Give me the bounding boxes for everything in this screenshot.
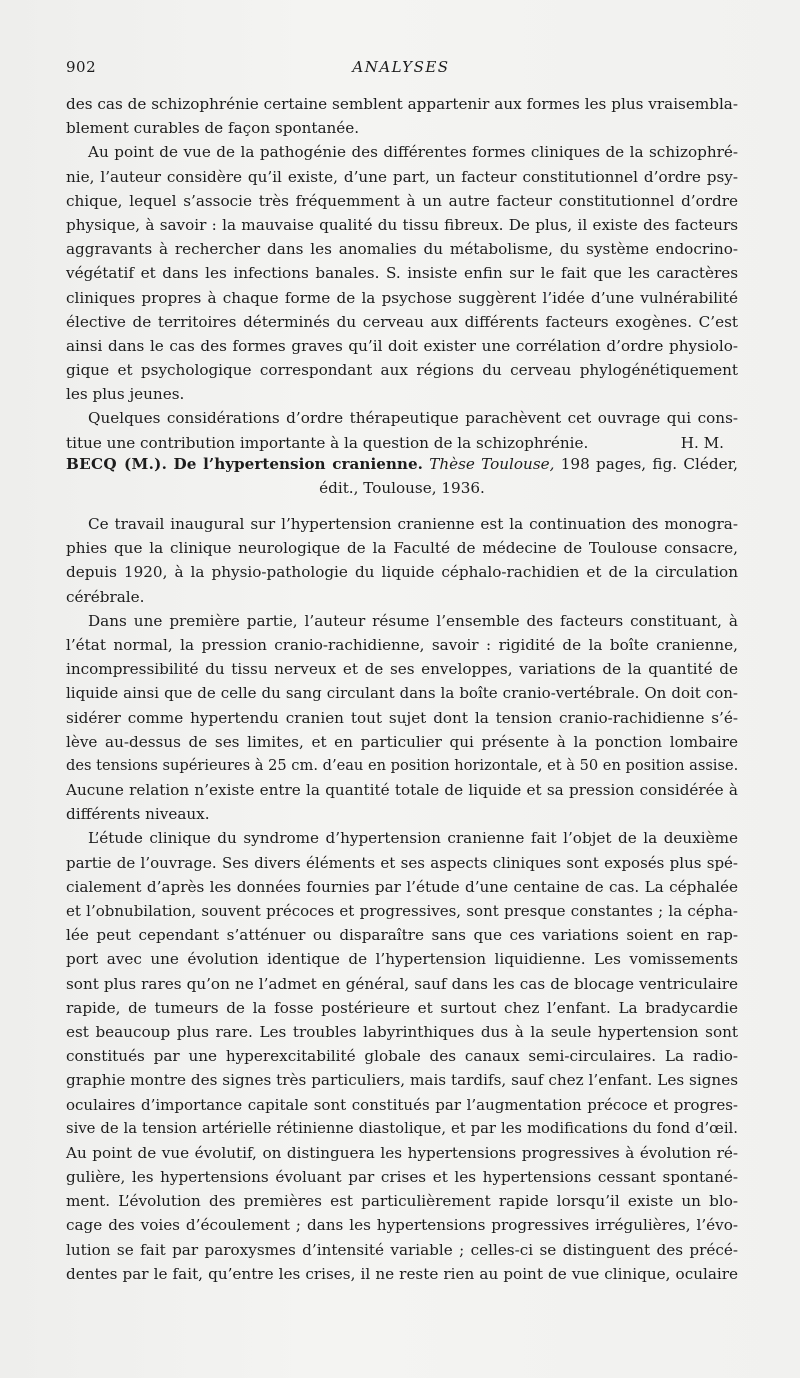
entry-title: De l’hypertension cranienne. bbox=[173, 455, 423, 473]
text-line: rapide, de tumeurs de la fosse postérieure et surtout chez l’enfant. La bradycardie bbox=[66, 998, 738, 1017]
page-number: 902 bbox=[66, 58, 97, 76]
text-line: ainsi dans le cas des formes graves qu’il doit exister une corrélation d’ordre physiolo- bbox=[66, 336, 738, 355]
review-2-body bbox=[66, 512, 738, 1286]
text-line: physique, à savoir : la mauvaise qualité du tissu fibreux. De plus, il existe des facteurs bbox=[66, 215, 738, 234]
text-line: et l’obnubilation, souvent précoces et progressives, sont presque constantes ; la cépha- bbox=[66, 902, 738, 920]
text-line: depuis 1920, à la physio-pathologie du liquide céphalo-rachidien et de la circulation bbox=[66, 563, 738, 582]
page-header bbox=[66, 58, 736, 80]
text-line: cliniques propres à chaque forme de la psychose suggèrent l’idée d’une vulnérabilité bbox=[66, 288, 738, 307]
entry-publisher: édit., Toulouse, 1936. bbox=[319, 479, 485, 498]
text-line: lution se fait par paroxysmes d’intensité variable ; celles-ci se distinguent des précé- bbox=[66, 1240, 738, 1259]
running-title: ANALYSES bbox=[352, 58, 450, 76]
text-line: chique, lequel s’associe très fréquemment à un autre facteur constitutionnel d’ordre bbox=[66, 191, 738, 210]
text-line: blement curables de façon spontanée. bbox=[66, 119, 360, 138]
text-line: Au point de vue de la pathogénie des différentes formes cliniques de la schizophré- bbox=[88, 143, 738, 162]
text-line: partie de l’ouvrage. Ses divers éléments et ses aspects cliniques sont exposés plus spé- bbox=[66, 853, 738, 872]
text-line: lée peut cependant s’atténuer ou disparaître sans que ces variations soient en rap- bbox=[66, 926, 738, 945]
text-line: sive de la tension artérielle rétinienne diastolique, et par les modifications du fond d’œil. bbox=[66, 1119, 738, 1137]
review-2 bbox=[66, 452, 738, 500]
text-line: aggravants à rechercher dans les anomalies du métabolisme, du système endocrino- bbox=[66, 240, 738, 259]
text-line: végétatif et dans les infections banales. S. insiste enfin sur le fait que les caractères bbox=[66, 264, 738, 283]
text-line: ment. L’évolution des premières est particulièrement rapide lorsqu’il existe un blo- bbox=[66, 1192, 738, 1211]
text-line: cérébrale. bbox=[66, 587, 145, 606]
text-line: phies que la clinique neurologique de la Faculté de médecine de Toulouse consacre, bbox=[66, 539, 738, 558]
text-line: les plus jeunes. bbox=[66, 385, 185, 404]
text-line: constitués par une hyperexcitabilité globale des canaux semi-circulaires. La radio- bbox=[66, 1047, 738, 1066]
text-line: liquide ainsi que de celle du sang circulant dans la boîte cranio-vertébrale. On doit con- bbox=[66, 684, 738, 703]
text-line: graphie montre des signes très particuliers, mais tardifs, sauf chez l’enfant. Les signes bbox=[66, 1071, 738, 1090]
text-line: l’état normal, la pression cranio-rachidienne, savoir : rigidité de la boîte cranienne, bbox=[66, 635, 738, 654]
entry-heading bbox=[66, 452, 738, 476]
text-line: différents niveaux. bbox=[66, 805, 210, 824]
text-line: L’étude clinique du syndrome d’hypertension cranienne fait l’objet de la deuxième bbox=[88, 829, 738, 848]
entry-author: BECQ (M.). bbox=[66, 455, 168, 473]
text-line: sidérer comme hypertendu cranien tout sujet dont la tension cranio-rachidienne s’é- bbox=[66, 708, 738, 727]
entry-details: 198 pages, fig. Cléder, bbox=[560, 455, 738, 473]
text-line: nie, l’auteur considère qu’il existe, d’une part, un facteur constitutionnel d’ordre psy- bbox=[66, 167, 738, 186]
text-line: Aucune relation n’existe entre la quantité totale de liquide et sa pression considérée à bbox=[66, 781, 738, 800]
text-line: des cas de schizophrénie certaine semblent appartenir aux formes les plus vraisembla- bbox=[66, 95, 738, 113]
text-line: lève au-dessus de ses limites, et en particulier qui présente à la ponction lombaire bbox=[66, 732, 738, 751]
text-line: port avec une évolution identique de l’hypertension liquidienne. Les vomissements bbox=[66, 950, 738, 969]
text-line: incompressibilité du tissu nerveux et de ses enveloppes, variations de la quantité de bbox=[66, 660, 738, 679]
text-line: dentes par le fait, qu’entre les crises, il ne reste rien au point de vue clinique, oculaire bbox=[66, 1264, 738, 1283]
text-line: Dans une première partie, l’auteur résume l’ensemble des facteurs constituant, à bbox=[88, 611, 738, 630]
text-line: titue une contribution importante à la question de la schizophrénie. bbox=[66, 433, 589, 452]
text-line: est beaucoup plus rare. Les troubles labyrinthiques dus à la seule hypertension sont bbox=[66, 1022, 738, 1041]
text-line: des tensions supérieures à 25 cm. d’eau en position horizontale, et à 50 en position assise. bbox=[66, 756, 739, 774]
text-line: gique et psychologique correspondant aux régions du cerveau phylogénétiquement bbox=[66, 361, 738, 380]
text-line: Quelques considérations d’ordre thérapeutique parachèvent cet ouvrage qui cons- bbox=[88, 409, 738, 428]
reviewer-signature: H. M. bbox=[680, 433, 724, 452]
entry-thesis: Thèse Toulouse, bbox=[429, 455, 555, 473]
text-line: Ce travail inaugural sur l’hypertension cranienne est la continuation des monogra- bbox=[88, 515, 738, 533]
text-line: sont plus rares qu’on ne l’admet en général, sauf dans les cas de blocage ventriculaire bbox=[66, 974, 738, 993]
text-line: élective de territoires déterminés du cerveau aux différents facteurs exogènes. C’est bbox=[66, 312, 738, 331]
text-line: cialement d’après les données fournies par l’étude d’une centaine de cas. La céphalée bbox=[66, 877, 738, 896]
text-line: cage des voies d’écoulement ; dans les hypertensions progressives irrégulières, l’évo- bbox=[66, 1216, 738, 1235]
text-line: Au point de vue évolutif, on distinguera les hypertensions progressives à évolution ré- bbox=[66, 1143, 738, 1162]
text-line: gulière, les hypertensions évoluant par crises et les hypertensions cessant spontané- bbox=[66, 1168, 738, 1187]
text-line: oculaires d’importance capitale sont constitués par l’augmentation précoce et progres- bbox=[66, 1095, 738, 1114]
review-1 bbox=[66, 92, 738, 455]
